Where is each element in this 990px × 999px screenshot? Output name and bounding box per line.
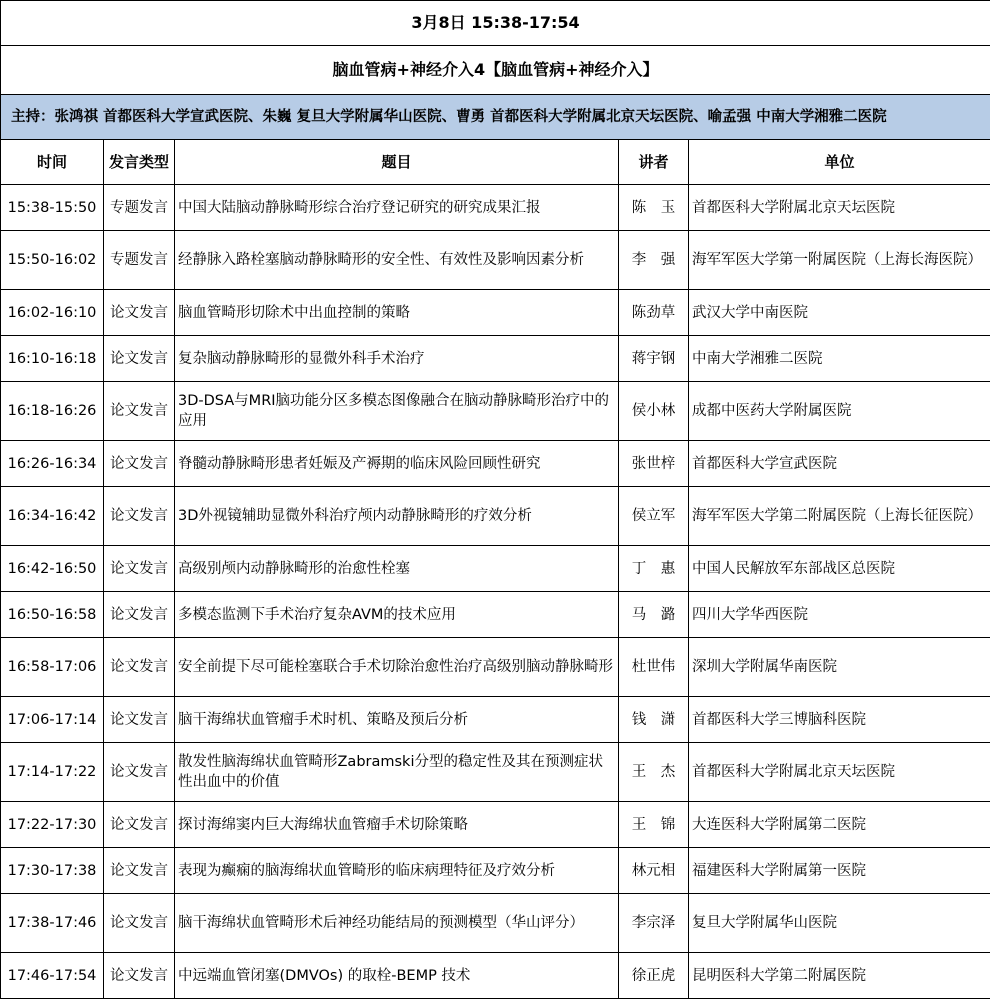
cell-unit: 昆明医科大学第二附属医院 [689, 953, 990, 999]
cell-time: 17:14-17:22 [1, 743, 104, 802]
hosts-row [1, 95, 990, 140]
table-row [1, 185, 990, 231]
cell-type: 专题发言 [104, 231, 175, 290]
cell-speaker: 钱 潇 [619, 697, 689, 743]
table-row [1, 802, 990, 848]
cell-time: 16:02-16:10 [1, 290, 104, 336]
cell-speaker: 侯立军 [619, 487, 689, 546]
cell-unit: 首都医科大学三博脑科医院 [689, 697, 990, 743]
cell-time: 17:38-17:46 [1, 894, 104, 953]
cell-speaker: 张世梓 [619, 441, 689, 487]
cell-time: 15:50-16:02 [1, 231, 104, 290]
cell-speaker: 陈劲草 [619, 290, 689, 336]
cell-type: 专题发言 [104, 185, 175, 231]
table-row [1, 638, 990, 697]
cell-time: 16:42-16:50 [1, 546, 104, 592]
cell-topic: 3D外视镜辅助显微外科治疗颅内动静脉畸形的疗效分析 [175, 487, 619, 546]
hosts-text: 主持：张鸿祺 首都医科大学宣武医院、朱巍 复旦大学附属华山医院、曹勇 首都医科大学附属北京天坛医院、喻孟强 中南大学湘雅二医院 [1, 95, 990, 140]
cell-time: 17:06-17:14 [1, 697, 104, 743]
cell-unit: 成都中医药大学附属医院 [689, 382, 990, 441]
cell-speaker: 杜世伟 [619, 638, 689, 697]
cell-topic: 高级别颅内动静脉畸形的治愈性栓塞 [175, 546, 619, 592]
cell-time: 16:34-16:42 [1, 487, 104, 546]
cell-type: 论文发言 [104, 487, 175, 546]
header-row [1, 140, 990, 185]
header-unit: 单位 [689, 140, 990, 185]
header-time: 时间 [1, 140, 104, 185]
header-speaker: 讲者 [619, 140, 689, 185]
cell-unit: 福建医科大学附属第一医院 [689, 848, 990, 894]
cell-type: 论文发言 [104, 894, 175, 953]
cell-unit: 四川大学华西医院 [689, 592, 990, 638]
cell-type: 论文发言 [104, 848, 175, 894]
cell-topic: 探讨海绵窦内巨大海绵状血管瘤手术切除策略 [175, 802, 619, 848]
cell-unit: 海军军医大学第二附属医院（上海长征医院） [689, 487, 990, 546]
cell-topic: 经静脉入路栓塞脑动静脉畸形的安全性、有效性及影响因素分析 [175, 231, 619, 290]
cell-speaker: 李 强 [619, 231, 689, 290]
cell-speaker: 马 潞 [619, 592, 689, 638]
cell-unit: 首都医科大学附属北京天坛医院 [689, 743, 990, 802]
table-row [1, 546, 990, 592]
cell-time: 16:18-16:26 [1, 382, 104, 441]
cell-time: 17:46-17:54 [1, 953, 104, 999]
cell-time: 17:30-17:38 [1, 848, 104, 894]
cell-unit: 大连医科大学附属第二医院 [689, 802, 990, 848]
cell-speaker: 林元相 [619, 848, 689, 894]
table-row [1, 382, 990, 441]
cell-type: 论文发言 [104, 382, 175, 441]
cell-type: 论文发言 [104, 743, 175, 802]
date-time-row [1, 1, 990, 46]
cell-type: 论文发言 [104, 336, 175, 382]
date-time: 3月8日 15:38-17:54 [1, 1, 990, 46]
cell-unit: 中国人民解放军东部战区总医院 [689, 546, 990, 592]
table-row [1, 441, 990, 487]
cell-speaker: 徐正虎 [619, 953, 689, 999]
cell-topic: 脑血管畸形切除术中出血控制的策略 [175, 290, 619, 336]
cell-type: 论文发言 [104, 638, 175, 697]
schedule-rows [1, 185, 990, 999]
cell-speaker: 丁 惠 [619, 546, 689, 592]
cell-speaker: 王 锦 [619, 802, 689, 848]
cell-type: 论文发言 [104, 953, 175, 999]
cell-time: 17:22-17:30 [1, 802, 104, 848]
cell-topic: 脑干海绵状血管瘤手术时机、策略及预后分析 [175, 697, 619, 743]
table-row [1, 487, 990, 546]
cell-speaker: 李宗泽 [619, 894, 689, 953]
cell-speaker: 王 杰 [619, 743, 689, 802]
cell-unit: 复旦大学附属华山医院 [689, 894, 990, 953]
cell-type: 论文发言 [104, 592, 175, 638]
table-row [1, 336, 990, 382]
cell-topic: 表现为癫痫的脑海绵状血管畸形的临床病理特征及疗效分析 [175, 848, 619, 894]
table-row [1, 231, 990, 290]
cell-unit: 武汉大学中南医院 [689, 290, 990, 336]
table-row [1, 290, 990, 336]
cell-topic: 中国大陆脑动静脉畸形综合治疗登记研究的研究成果汇报 [175, 185, 619, 231]
table-row [1, 953, 990, 999]
cell-unit: 首都医科大学宣武医院 [689, 441, 990, 487]
cell-time: 16:10-16:18 [1, 336, 104, 382]
header-topic: 题目 [175, 140, 619, 185]
cell-time: 15:38-15:50 [1, 185, 104, 231]
table-row [1, 697, 990, 743]
cell-type: 论文发言 [104, 802, 175, 848]
cell-type: 论文发言 [104, 697, 175, 743]
cell-time: 16:26-16:34 [1, 441, 104, 487]
table-row [1, 592, 990, 638]
session-title-row [1, 46, 990, 95]
cell-type: 论文发言 [104, 546, 175, 592]
cell-topic: 安全前提下尽可能栓塞联合手术切除治愈性治疗高级别脑动静脉畸形 [175, 638, 619, 697]
cell-topic: 脑干海绵状血管畸形术后神经功能结局的预测模型（华山评分） [175, 894, 619, 953]
cell-topic: 散发性脑海绵状血管畸形Zabramski分型的稳定性及其在预测症状性出血中的价值 [175, 743, 619, 802]
table-row [1, 894, 990, 953]
cell-topic: 脊髓动静脉畸形患者妊娠及产褥期的临床风险回顾性研究 [175, 441, 619, 487]
table-row [1, 848, 990, 894]
cell-speaker: 侯小林 [619, 382, 689, 441]
table-row [1, 743, 990, 802]
cell-topic: 中远端血管闭塞(DMVOs) 的取栓-BEMP 技术 [175, 953, 619, 999]
cell-time: 16:50-16:58 [1, 592, 104, 638]
cell-unit: 首都医科大学附属北京天坛医院 [689, 185, 990, 231]
cell-time: 16:58-17:06 [1, 638, 104, 697]
header-type: 发言类型 [104, 140, 175, 185]
cell-speaker: 陈 玉 [619, 185, 689, 231]
cell-type: 论文发言 [104, 290, 175, 336]
cell-topic: 3D-DSA与MRI脑功能分区多模态图像融合在脑动静脉畸形治疗中的应用 [175, 382, 619, 441]
cell-unit: 深圳大学附属华南医院 [689, 638, 990, 697]
cell-unit: 中南大学湘雅二医院 [689, 336, 990, 382]
cell-unit: 海军军医大学第一附属医院（上海长海医院） [689, 231, 990, 290]
session-title: 脑血管病+神经介入4【脑血管病+神经介入】 [1, 46, 990, 95]
cell-speaker: 蒋宇钢 [619, 336, 689, 382]
cell-topic: 复杂脑动静脉畸形的显微外科手术治疗 [175, 336, 619, 382]
cell-type: 论文发言 [104, 441, 175, 487]
cell-topic: 多模态监测下手术治疗复杂AVM的技术应用 [175, 592, 619, 638]
